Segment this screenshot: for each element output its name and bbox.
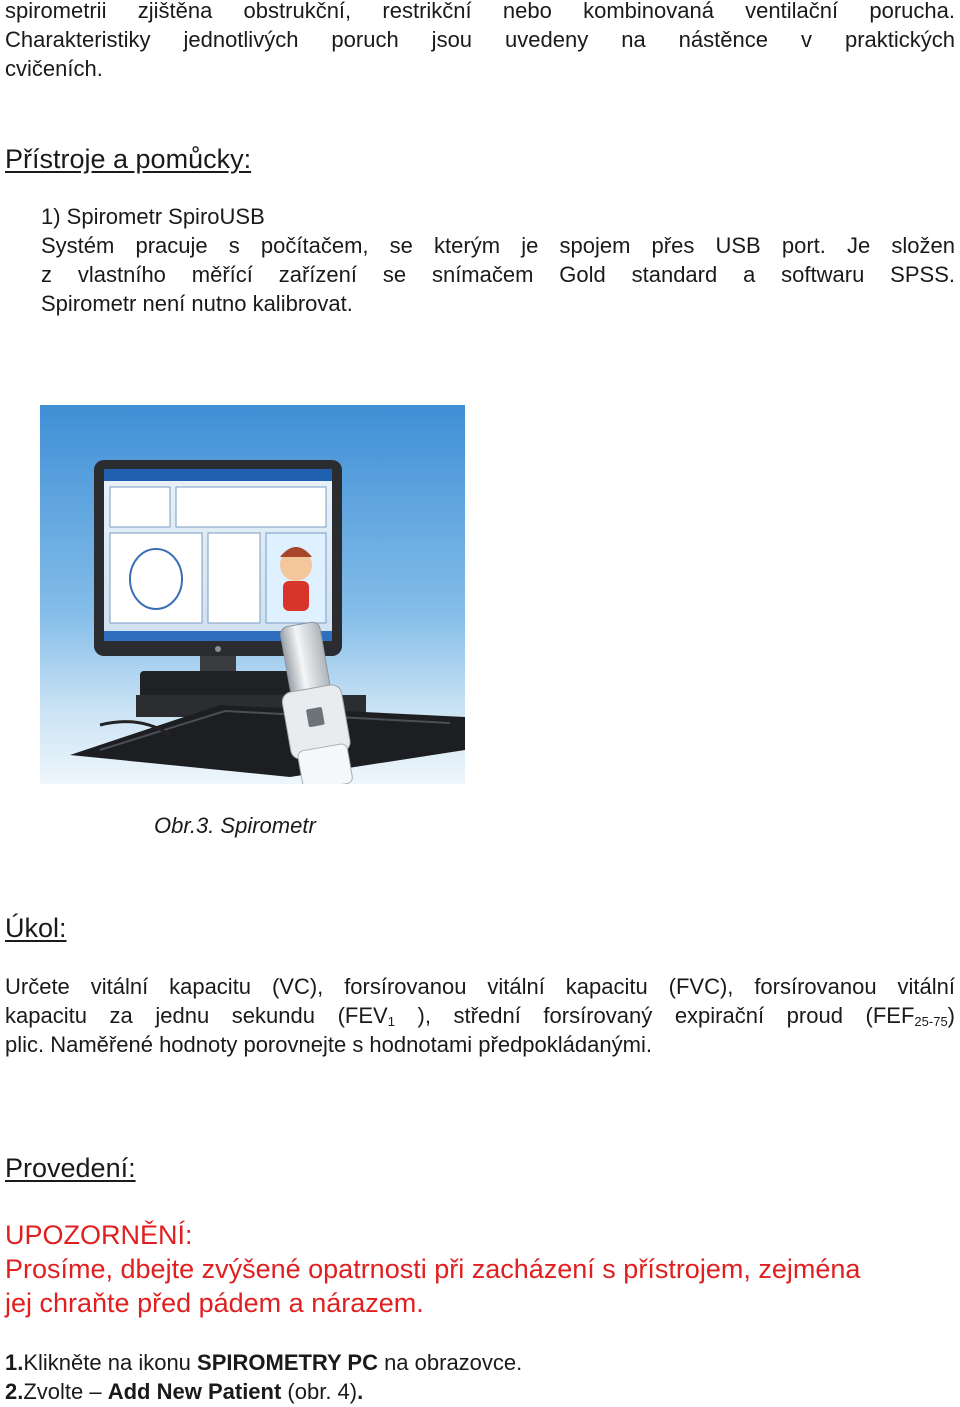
step-2-period: . (357, 1379, 364, 1404)
step-2-option-name: Add New Patient (107, 1379, 282, 1404)
step-1-app-name: SPIROMETRY PC (197, 1350, 378, 1375)
task-line-2-part-b: ), střední forsírovaný expirační proud (FEF (394, 1003, 915, 1028)
step-1-text-c: na obrazovce. (377, 1350, 523, 1375)
instruments-heading: Přístroje a pomůcky: (5, 144, 252, 174)
task-line-3: plic. Naměřené hodnoty porovnejte s hodnotami předpokládanými. (5, 1032, 652, 1057)
instrument-desc-line-3: Spirometr není nutno kalibrovat. (41, 291, 353, 316)
task-line-1: Určete vitální kapacitu (VC), forsírovanou vitální kapacitu (FVC), forsírovanou vitální (5, 974, 955, 999)
step-2-text-c: (obr. 4) (281, 1379, 358, 1404)
spirometer-photo (40, 405, 465, 784)
task-line-2-part-a: kapacitu za jednu sekundu (FEV (5, 1003, 388, 1028)
fef-subscript: 25-75 (914, 1014, 948, 1029)
step-2-number: 2. (5, 1379, 24, 1404)
step-1-text-a: Klikněte na ikonu (23, 1350, 198, 1375)
warning-title: UPOZORNĚNÍ: (5, 1220, 193, 1250)
warning-line-2: jej chraňte před pádem a nárazem. (5, 1288, 424, 1318)
task-line-2-part-c: ) (947, 1003, 955, 1028)
figure-caption: Obr.3. Spirometr (154, 813, 316, 838)
instrument-desc-line-2: z vlastního měřící zařízení se snímačem Gold standard a softwaru SPSS. (41, 262, 955, 287)
instrument-desc-line-1: Systém pracuje s počítačem, se kterým je spojem přes USB port. Je složen (41, 233, 955, 258)
procedure-heading: Provedení: (5, 1153, 136, 1183)
instrument-item-title: 1) Spirometr SpiroUSB (41, 204, 265, 229)
intro-line-2: Charakteristiky jednotlivých poruch jsou uvedeny na nástěnce v praktických (5, 27, 955, 52)
fev-subscript: 1 (387, 1014, 395, 1029)
step-1 (5, 1348, 522, 1377)
warning-line-1: Prosíme, dbejte zvýšené opatrnosti při zacházení s přístrojem, zejména (5, 1254, 861, 1284)
step-2 (5, 1377, 363, 1406)
step-1-number: 1. (5, 1350, 24, 1375)
intro-line-3: cvičeních. (5, 56, 103, 81)
step-2-text-a: Zvolte – (23, 1379, 108, 1404)
task-heading: Úkol: (5, 913, 67, 943)
intro-line-1: spirometrii zjištěna obstrukční, restrikční nebo kombinovaná ventilační porucha. (5, 0, 955, 23)
